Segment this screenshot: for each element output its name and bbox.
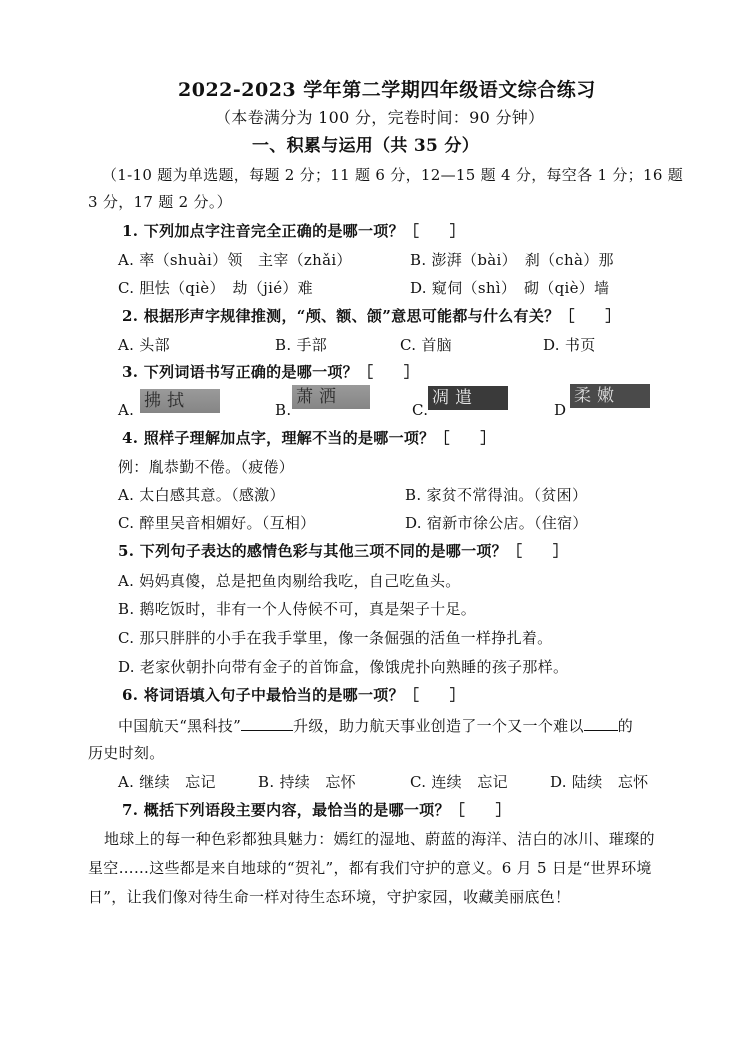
question-3-option-c-image: 凋遣 <box>428 386 508 410</box>
question-5-option-a: A. 妈妈真傻，总是把鱼肉剔给我吃，自己吃鱼头。 <box>118 572 461 590</box>
question-6-sentence <box>118 714 633 736</box>
question-4-option-a: A. 太白感其意。（感激） <box>118 486 285 504</box>
question-1-option-c: C. 胆怯（qiè） 劫（jié）难 <box>118 279 313 297</box>
question-4-option-d: D. 宿新市徐公店。（住宿） <box>405 514 588 532</box>
question-6-option-c: C. 连续 忘记 <box>410 773 508 791</box>
question-7-stem: 7. 概括下列语段主要内容，最恰当的是哪一项？［ ］ <box>122 801 511 819</box>
question-5-stem: 5. 下列句子表达的感情色彩与其他三项不同的是哪一项？［ ］ <box>118 542 569 560</box>
question-4-example: 例：胤恭勤不倦。（疲倦） <box>118 458 295 476</box>
question-2-option-d: D. 书页 <box>543 336 596 354</box>
question-2-stem: 2. 根据形声字规律推测，“颅、额、颌”意思可能都与什么有关？［ ］ <box>122 307 621 325</box>
question-6-sentence-part-1: 中国航天“黑科技” <box>118 717 242 735</box>
section-1-title: 一、积累与运用（共 35 分） <box>252 136 479 156</box>
question-1-stem: 1. 下列加点字注音完全正确的是哪一项？［ ］ <box>122 222 466 240</box>
instructions-line-2: 3 分，17 题 2 分。） <box>88 193 232 211</box>
question-6-option-d: D. 陆续 忘怀 <box>550 773 649 791</box>
question-6-option-b: B. 持续 忘怀 <box>258 773 356 791</box>
question-3-option-a-image: 拂拭 <box>140 389 220 413</box>
question-5-option-c: C. 那只胖胖的小手在我手掌里，像一条倔强的活鱼一样挣扎着。 <box>118 629 553 647</box>
question-5-option-b: B. 鹅吃饭时，非有一个人侍候不可，真是架子十足。 <box>118 600 477 618</box>
question-7-passage-line-2: 星空……这些都是来自地球的“贺礼”，都有我们守护的意义。6 月 5 日是“世界环境 <box>88 859 652 877</box>
question-6-sentence-part-3: 的 <box>617 717 634 735</box>
question-5-option-d: D. 老家伙朝扑向带有金子的首饰盒，像饿虎扑向熟睡的孩子那样。 <box>118 658 569 676</box>
page-title: 2022-2023 学年第二学期四年级语文综合练习 <box>178 79 596 101</box>
question-3-option-a-label: A. <box>118 401 135 419</box>
question-3-option-d-label: D <box>554 401 567 419</box>
question-6-blank-2 <box>584 714 618 731</box>
instructions-line-1: （1-10 题为单选题，每题 2 分；11 题 6 分，12—15 题 4 分，每空各 1 分；16 题 <box>102 166 684 184</box>
question-2-option-a: A. 头部 <box>118 336 170 354</box>
question-6-sentence-line-2: 历史时刻。 <box>88 744 165 762</box>
question-6-option-a: A. 继续 忘记 <box>118 773 216 791</box>
question-3-option-b-image: 萧洒 <box>292 385 370 409</box>
question-7-passage-line-3: 日”，让我们像对待生命一样对待生态环境，守护家园，收藏美丽底色！ <box>88 888 571 906</box>
question-6-stem: 6. 将词语填入句子中最恰当的是哪一项？［ ］ <box>122 686 466 704</box>
question-3-option-b-label: B. <box>275 401 292 419</box>
question-2-option-b: B. 手部 <box>275 336 328 354</box>
question-4-option-c: C. 醉里吴音相媚好。（互相） <box>118 514 316 532</box>
question-1-option-d: D. 窥伺（shì） 砌（qiè）墙 <box>410 279 610 297</box>
question-4-stem: 4. 照样子理解加点字，理解不当的是哪一项？［ ］ <box>122 429 496 447</box>
exam-subtitle: （本卷满分为 100 分，完卷时间：90 分钟） <box>215 108 545 127</box>
question-4-option-b: B. 家贫不常得油。（贫困） <box>405 486 588 504</box>
question-6-sentence-part-2: 升级，助力航天事业创造了一个又一个难以 <box>293 717 584 735</box>
question-3-stem: 3. 下列词语书写正确的是哪一项？［ ］ <box>122 363 420 381</box>
question-3-option-c-label: C. <box>412 401 429 419</box>
question-6-blank-1 <box>241 714 293 731</box>
question-2-option-c: C. 首脑 <box>400 336 452 354</box>
question-1-option-b: B. 澎湃（bài） 刹（chà）那 <box>410 251 614 269</box>
question-3-option-d-image: 柔嫩 <box>570 384 650 408</box>
question-1-option-a: A. 率（shuài）领 主宰（zhǎi） <box>118 251 352 269</box>
question-7-passage-line-1: 地球上的每一种色彩都独具魅力：嫣红的湿地、蔚蓝的海洋、洁白的冰川、璀璨的 <box>104 830 655 848</box>
